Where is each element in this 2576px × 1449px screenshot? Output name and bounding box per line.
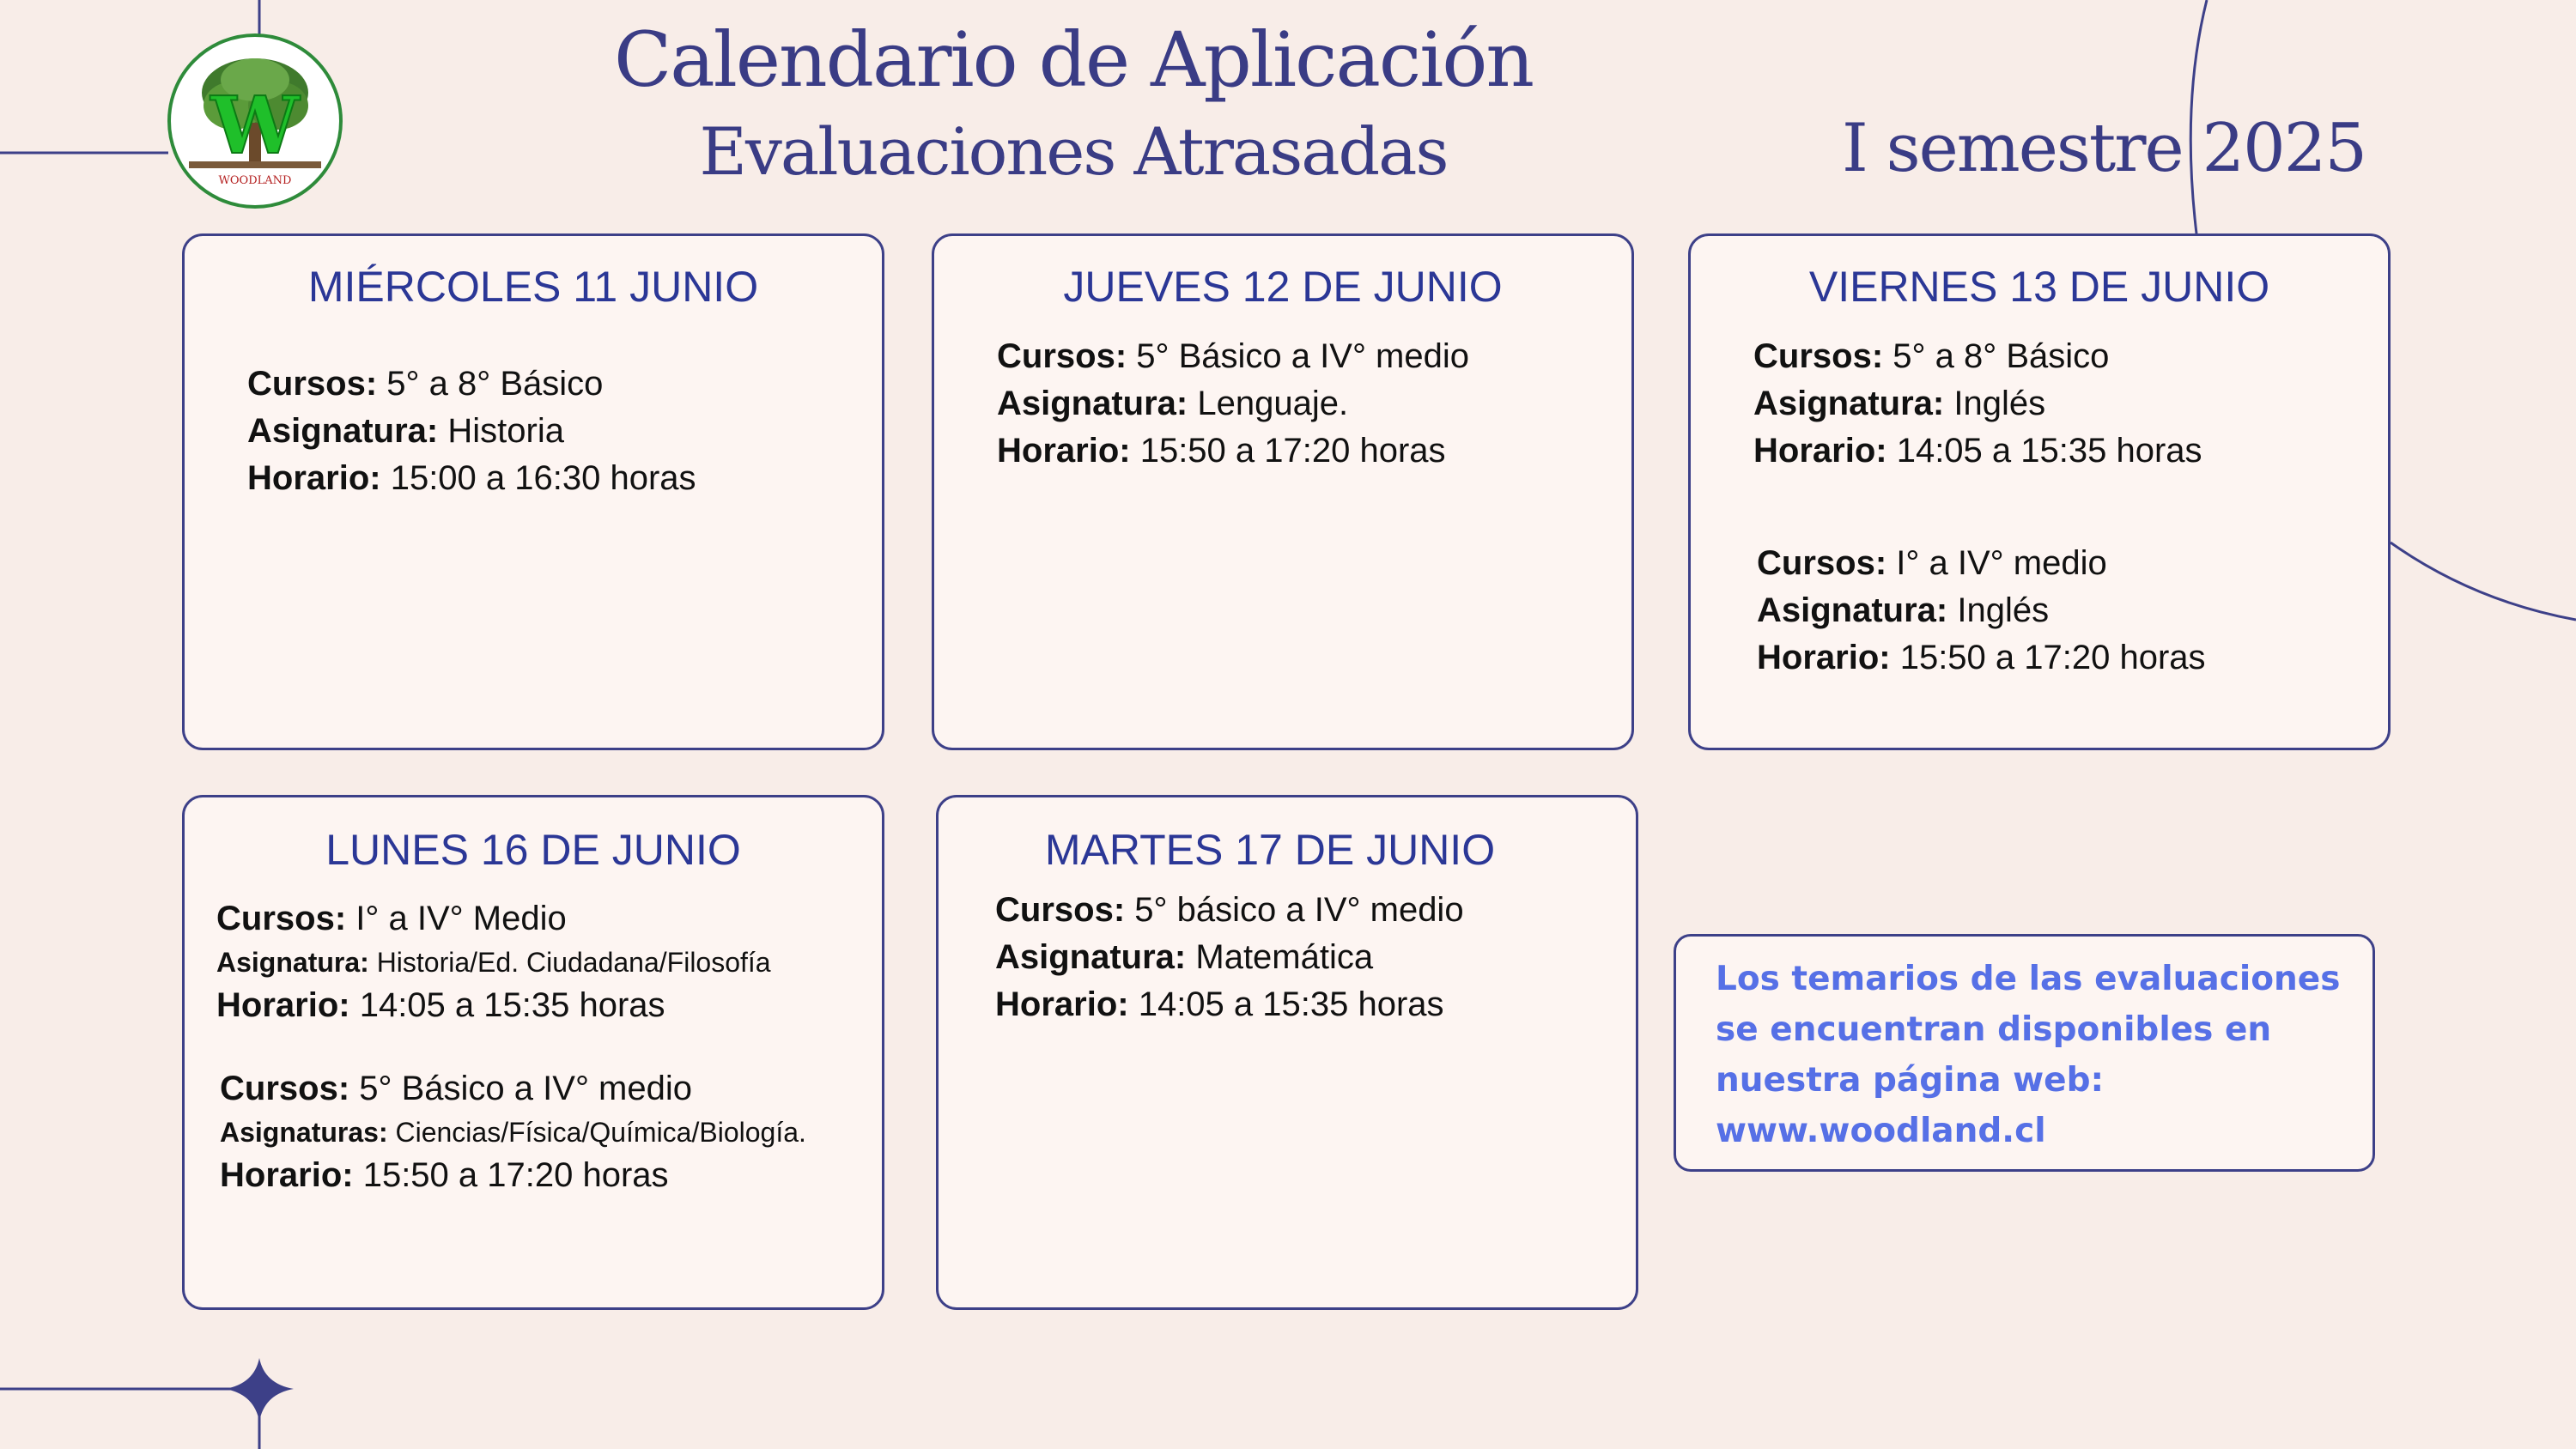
asignatura-label: Asignatura: bbox=[1753, 385, 1945, 422]
schedule-block bbox=[1753, 333, 2202, 475]
card-jueves bbox=[932, 233, 1634, 750]
page-subtitle: Evaluaciones Atrasadas bbox=[699, 113, 1448, 190]
card-title: VIERNES 13 DE JUNIO bbox=[1808, 263, 2270, 311]
cursos-label: Cursos: bbox=[216, 900, 347, 937]
schedule-block bbox=[220, 1065, 806, 1199]
info-note bbox=[1674, 934, 2375, 1172]
asignatura-label: Asignatura: bbox=[997, 385, 1188, 422]
asignatura-label: Asignatura: bbox=[1757, 591, 1948, 629]
horario-label: Horario: bbox=[1753, 432, 1887, 470]
schedule-block bbox=[1757, 540, 2206, 682]
cursos-value: I° a IV° medio bbox=[1896, 544, 2107, 582]
horario-label: Horario: bbox=[247, 459, 381, 497]
asignatura-value: Historia/Ed. Ciudadana/Filosofía bbox=[376, 947, 771, 978]
horario-value: 15:50 a 17:20 horas bbox=[1139, 432, 1446, 470]
cursos-label: Cursos: bbox=[247, 365, 378, 403]
semester-label: I semestre 2025 bbox=[1841, 110, 2366, 187]
cursos-label: Cursos: bbox=[1753, 337, 1884, 375]
horario-label: Horario: bbox=[220, 1156, 354, 1194]
svg-text:W: W bbox=[210, 79, 300, 172]
schedule-block bbox=[997, 333, 1469, 475]
card-title: MARTES 17 DE JUNIO bbox=[1044, 826, 1496, 874]
horario-label: Horario: bbox=[995, 985, 1129, 1023]
asignatura-label: Asignatura: bbox=[995, 938, 1187, 976]
asignatura-value: Historia bbox=[447, 412, 564, 450]
schedule-block bbox=[995, 887, 1464, 1028]
info-note-text: Los temarios de las evaluaciones se encuentran disponibles en nuestra página web: www.woodland.cl bbox=[1716, 960, 2341, 1150]
school-logo bbox=[165, 33, 345, 209]
card-title: MIÉRCOLES 11 JUNIO bbox=[307, 263, 759, 311]
asignatura-value: Inglés bbox=[1953, 385, 2046, 422]
horario-value: 14:05 a 15:35 horas bbox=[1896, 432, 2202, 470]
cursos-value: 5° Básico a IV° medio bbox=[1136, 337, 1469, 375]
cursos-value: I° a IV° Medio bbox=[355, 900, 567, 937]
svg-text:WOODLAND: WOODLAND bbox=[218, 174, 292, 187]
horario-label: Horario: bbox=[216, 986, 350, 1024]
asignatura-label: Asignatura: bbox=[247, 412, 439, 450]
asignaturas-label: Asignaturas: bbox=[220, 1117, 388, 1148]
horario-value: 15:50 a 17:20 horas bbox=[362, 1156, 669, 1194]
cursos-label: Cursos: bbox=[1757, 544, 1887, 582]
horario-value: 14:05 a 15:35 horas bbox=[1138, 985, 1444, 1023]
cursos-label: Cursos: bbox=[995, 891, 1126, 929]
asignatura-value: Lenguaje. bbox=[1197, 385, 1349, 422]
asignatura-value: Inglés bbox=[1957, 591, 2050, 629]
horario-label: Horario: bbox=[1757, 639, 1891, 676]
asignatura-value: Matemática bbox=[1195, 938, 1374, 976]
asignatura-label: Asignatura: bbox=[216, 947, 369, 978]
schedule-block bbox=[247, 361, 696, 502]
card-title: JUEVES 12 DE JUNIO bbox=[1063, 263, 1503, 311]
schedule-block bbox=[216, 895, 771, 1029]
card-martes bbox=[936, 795, 1638, 1310]
page-title: Calendario de Aplicación bbox=[613, 15, 1534, 104]
asignatura-value: Ciencias/Física/Química/Biología. bbox=[395, 1117, 806, 1148]
cursos-label: Cursos: bbox=[997, 337, 1127, 375]
card-title: LUNES 16 DE JUNIO bbox=[325, 826, 741, 874]
cursos-value: 5° a 8° Básico bbox=[1893, 337, 2110, 375]
card-lunes bbox=[182, 795, 884, 1310]
cursos-label: Cursos: bbox=[220, 1070, 350, 1107]
cursos-value: 5° Básico a IV° medio bbox=[359, 1070, 692, 1107]
cursos-value: 5° a 8° Básico bbox=[386, 365, 604, 403]
horario-value: 15:00 a 16:30 horas bbox=[390, 459, 696, 497]
card-miercoles bbox=[182, 233, 884, 750]
horario-value: 15:50 a 17:20 horas bbox=[1899, 639, 2206, 676]
cursos-value: 5° básico a IV° medio bbox=[1134, 891, 1464, 929]
card-viernes bbox=[1688, 233, 2391, 750]
horario-label: Horario: bbox=[997, 432, 1131, 470]
horario-value: 14:05 a 15:35 horas bbox=[359, 986, 665, 1024]
